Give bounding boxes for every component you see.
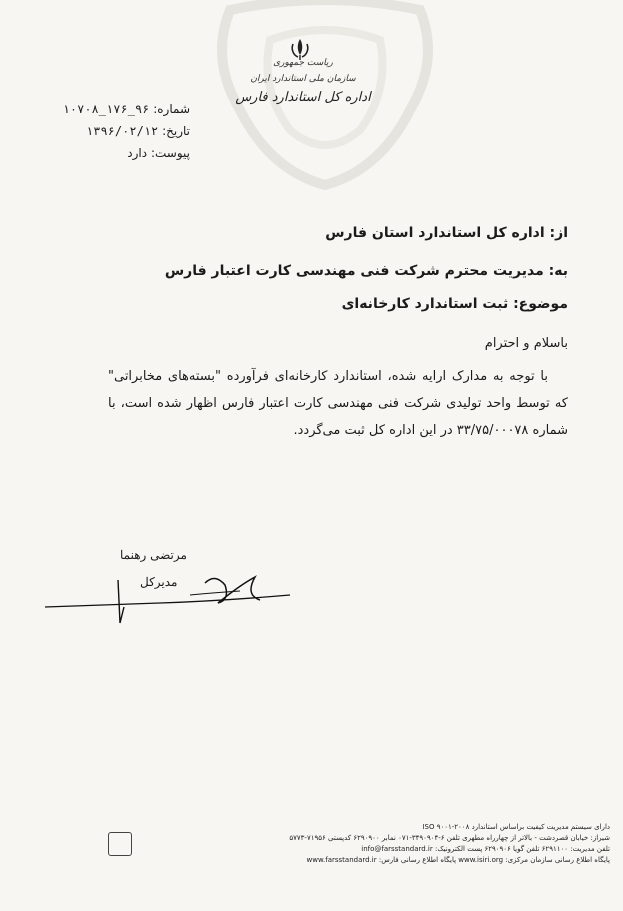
meta-attachment-value: دارد (127, 146, 148, 160)
greeting: باسلام و احترام (484, 336, 568, 351)
to-line: به: مدیریت محترم شرکت فنی مهندسی کارت اعتبار فارس (164, 263, 568, 279)
meta-date (40, 120, 190, 142)
letterhead-presidency: ریاست جمهوری (273, 58, 333, 68)
body-paragraph: با توجه به مدارک ارایه شده، استاندارد کارخانه‌ای فرآورده "بسته‌های مخابراتی" که توسط واحد تولیدی شرکت فنی مهندسی کارت اعتبار فارس اظهار شده است، با شماره ۳۳/۷۵/۰۰۰۷۸ در این اداره کل ثبت می‌گردد. (108, 369, 568, 438)
letter-meta (40, 98, 190, 164)
footer-address: شیراز: خیابان قصردشت - بالاتر از چهارراه مطهری تلفن ۶-۳۴۹۰۹۰۴-۰۷۱ نمابر ۶۲۹۰۹۰۰ کدپستی ۷۱۹۵۶-۵۷۷۳ (289, 834, 610, 842)
letterhead-office: اداره کل استاندارد فارس (235, 90, 371, 105)
letterhead-organization: سازمان ملی استاندارد ایران (250, 74, 356, 84)
footer-contact: تلفن مدیریت: ۶۲۹۱۱۰۰ تلفن گویا ۶۲۹۰۹۰۶ پست الکترونیک: info@farsstandard.ir (361, 845, 610, 853)
meta-attachment (40, 142, 190, 164)
meta-number (40, 98, 190, 120)
letter-footer (110, 822, 610, 866)
letter-addressing (128, 222, 568, 316)
footer-iso: دارای سیستم مدیریت کیفیت براساس استاندارد ISO ۹۰۰۱-۲۰۰۸ (422, 823, 610, 831)
letterhead (228, 58, 378, 105)
meta-attachment-label: پیوست: (150, 146, 190, 160)
meta-date-label: تاریخ: (162, 124, 190, 138)
meta-number-label: شماره: (153, 102, 190, 116)
subject-line: موضوع: ثبت استاندارد کارخانه‌ای (341, 296, 568, 312)
meta-number-value: ۹۶_۱۷۶_۱۰۷۰۸ (62, 102, 150, 116)
meta-date-value: ۱۳۹۶/۰۲/۱۲ (86, 124, 159, 138)
handwritten-signature (40, 555, 300, 630)
letter-body (108, 330, 568, 444)
signatory-title: مدیرکل (140, 575, 178, 589)
from-line: از: اداره کل استاندارد استان فارس (325, 225, 568, 241)
signatory-name: مرتضی رهنما (120, 548, 187, 562)
footer-websites: پایگاه اطلاع رسانی سازمان مرکزی: www.isiri.org پایگاه اطلاع رسانی فارس: www.farsstandard.ir (306, 856, 610, 864)
